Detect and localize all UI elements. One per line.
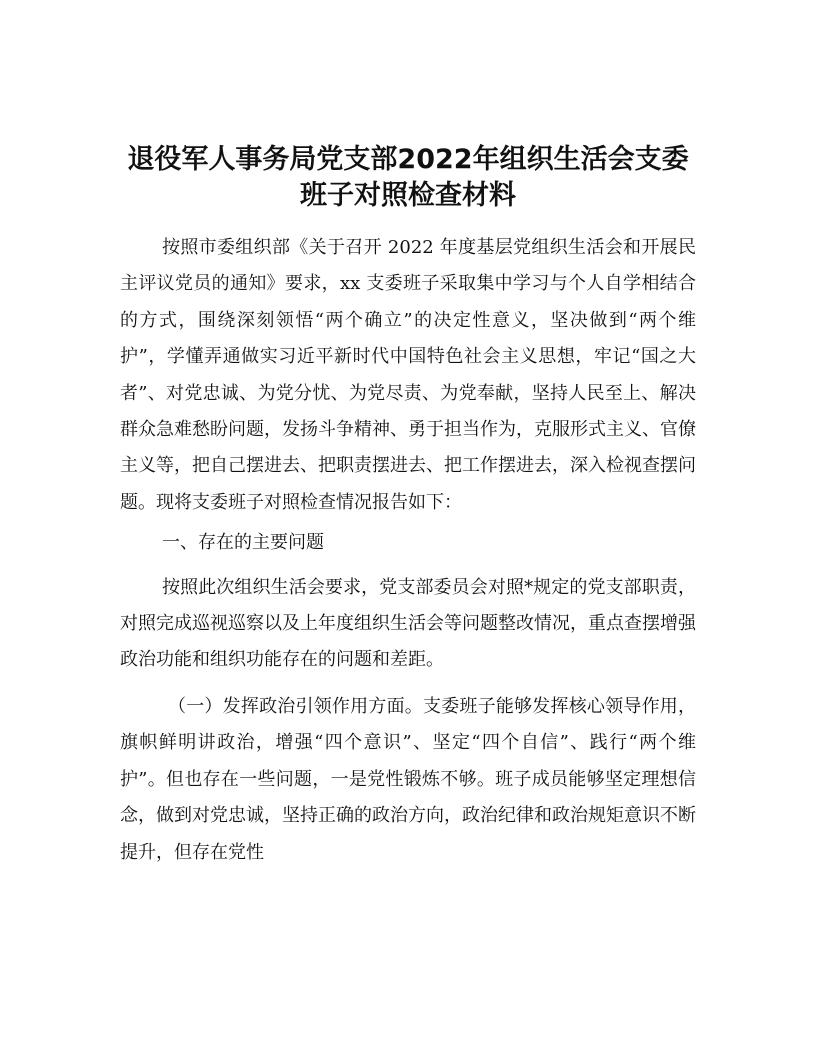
document-body: [120, 230, 696, 871]
intro-paragraph: 按照市委组织部《关于召开 2022 年度基层党组织生活会和开展民主评议党员的通知》要求，xx 支委班子采取集中学习与个人自学相结合的方式，围绕深刻领悟“两个确立”的决定性意义，坚决做到“两个维护”，学懂弄通做实习近平新时代中国特色社会主义思想，牢记“国之大者”、对党忠诚、为党分忧、为党尽责、为党奉献，坚持人民至上、解决群众急难愁盼问题，发扬斗争精神、勇于担当作为，克服形式主义、官僚主义等，把自己摆进去、把职责摆进去、把工作摆进去，深入检视查摆问题。现将支委班子对照检查情况报告如下：: [120, 237, 696, 513]
document-title-line-1: 退役军人事务局党支部2022年组织生活会支委: [127, 144, 689, 175]
subsection-political-leadership: （一）发挥政治引领作用方面。支委班子能够发挥核心领导作用，旗帜鲜明讲政治，增强“四个意识”、坚定“四个自信”、践行“两个维护”。但也存在一些问题，一是党性锻炼不够。班子成员能够坚定理想信念，做到对党忠诚，坚持正确的政治方向，政治纪律和政治规矩意识不断提升，但存在党性: [120, 695, 696, 863]
document-title-line-2: 班子对照检查材料: [300, 180, 516, 211]
section-heading-problems: 一、存在的主要问题: [162, 532, 324, 554]
section-body-paragraph: 按照此次组织生活会要求，党支部委员会对照*规定的党支部职责，对照完成巡视巡察以及上年度组织生活会等问题整改情况，重点查摆增强政治功能和组织功能存在的问题和差距。: [120, 576, 696, 671]
document-title: [120, 142, 696, 214]
